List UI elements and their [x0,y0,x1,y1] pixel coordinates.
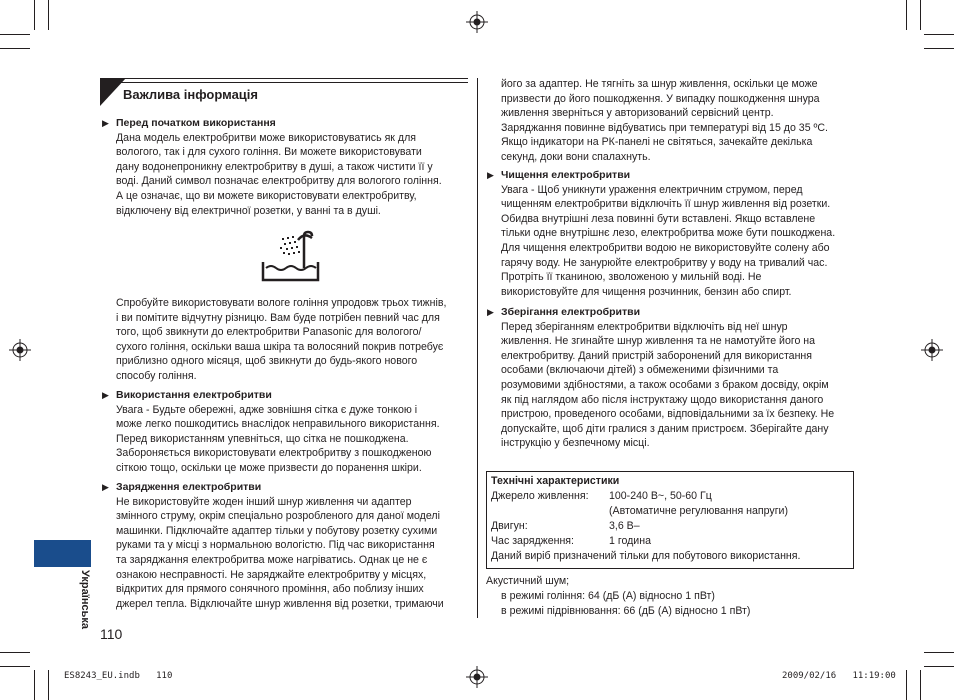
paragraph-line: живлення. Не згинайте шнур живлення та не намотуйте його на [501,335,816,348]
crop-mark [920,0,921,30]
paragraph-line: особами (включаючи дітей) з обмеженими фізичними та [501,364,779,377]
registration-mark-icon [466,666,488,688]
paragraph-line: тільки одне внутрішнє лезо, електробритва може бути пошкоджена. [501,227,836,240]
crop-mark [906,670,907,700]
paragraph-line: Увага - Щоб уникнути ураження електричним струмом, перед [501,183,803,196]
paragraph-line: пристрою, проведеного особами, відповідальними за їх безпеку. Не [501,408,835,421]
specifications-title: Технічні характеристики [491,475,620,487]
section-title: Чищення електробритви [501,169,631,181]
paragraph-line: сіткою тощо, оскільки це може призвести до поранення шкіри. [116,461,422,474]
paragraph-line: Якщо індикатори на РК-панелі не світяться, зачекайте декілька [501,136,813,149]
paragraph-line: його за адаптер. Не тягніть за шнур живлення, оскільки це може [501,78,818,90]
household-use-note: Даний виріб призначений тільки для побутового використання. [491,550,801,562]
power-label: Джерело живлення: [491,490,589,502]
paragraph-line: призвести до його пошкодження. У випадку пошкодження шнура [501,92,820,105]
crop-mark [906,0,907,30]
registration-mark-icon [9,339,31,361]
paragraph-line: воді. Даний символ позначає електробритву для вологого гоління. [116,175,442,188]
section-title: Використання електробритви [116,389,272,401]
crop-mark [920,670,921,700]
paragraph-line: Увага - Будьте обережні, адже зовнішня сітка є дуже тонкою і [116,403,418,416]
shower-bath-icon [258,230,322,284]
paragraph-line: Не використовуйте жоден інший шнур живлення чи адаптер [116,495,412,508]
paragraph-line: електробритву. Даний пристрій заборонений для використання [501,349,813,362]
paragraph-line: може легко пошкодитись внаслідок неправильного використання. [116,418,440,431]
paragraph-line: Забороняється використовувати електробритву з пошкодженою [116,447,432,460]
motor-label: Двигун: [491,520,528,532]
arrow-icon: ▶ [102,482,109,492]
paragraph-line: допускайте, щоб діти гралися з даним пристроєм. Зберігайте дану [501,422,829,435]
paragraph-line: Перед зберіганням електробритви відключіть від неї шнур [501,320,788,333]
paragraph-line: інструкцію у безпечному місці. [501,437,650,450]
registration-mark-icon [921,339,943,361]
paragraph-line: джерел тепла. Відключайте шнур живлення від розетки, тримаючи [116,597,444,610]
paragraph-line: Протріть її тканиною, зволоженою у мильній воді. Не [501,271,762,284]
crop-mark [924,666,954,667]
language-label: Українська [79,570,91,630]
paragraph-line: відключену від електричної розетки, у ванні та в душі. [116,204,381,217]
paragraph-line: руками та у місці з нормальною вологістю. Під час використання [116,539,435,552]
noise-title: Акустичний шум; [486,575,570,587]
paragraph-line: сухого гоління, оскільки ваша шкіра та волосяний покрив потребує [116,340,444,353]
paragraph-line: Для чищення електробритви водою не використовуйте солену або [501,241,830,254]
paragraph-line: машинки. Підключайте адаптер тільки у побутову розетку сухими [116,524,438,537]
arrow-icon: ▶ [487,170,494,180]
footer-date: 2009/02/16 11:19:00 [782,671,896,681]
page-title: Важлива інформація [123,87,258,102]
power-value: 100-240 В~, 50-60 Гц [609,490,712,502]
crop-mark [0,34,30,35]
paragraph-line: Дана модель електробритви може використовуватись як для [116,131,416,144]
paragraph-line: та заряджання електробритва може нагріватись. Однак це не є [116,553,428,566]
paragraph-line: живлення зверніться у авторизований сервісний центр. [501,107,774,120]
paragraph-line: відкритих для прямого сонячного проміння, або поблизу інших [116,583,424,596]
section-charging [102,480,444,611]
paragraph-line: розумовими здібностями, а також особами з браком досвіду, окрім [501,378,829,391]
section-before-use-continued [116,296,446,384]
paragraph-line: того, щоб звикнути до електробритви Panasonic для вологого/ [116,326,422,339]
paragraph-line: вологого, так і для сухого гоління. Ви можете використовувати [116,146,422,159]
crop-mark [0,666,30,667]
paragraph-line: ознакою несправності. Не заряджайте електробритву у місцях, [116,568,427,581]
crop-mark [924,34,954,35]
paragraph-line: змінного струму, окрім спеціально розробленого для даної моделі [116,510,440,523]
noise-trimming: в режимі підрівнювання: 66 (дБ (A) відносно 1 пВт) [501,605,751,617]
section-title: Зарядження електробритви [116,481,262,493]
noise-shaving: в режимі гоління: 64 (дБ (A) відносно 1 пВт) [501,590,715,602]
paragraph-line: Обидва внутрішні леза повинні бути вставлені. Якщо вставлене [501,212,816,225]
section-storage [487,305,835,451]
arrow-icon: ▶ [102,118,109,128]
paragraph-line: і ви помітите відчутну різницю. Вам буде потрібен певний час для [116,311,440,324]
paragraph-line: приблизно одного місяця, щоб звикнути до будь-якого нового [116,355,418,368]
language-tab [34,540,91,567]
charge-time-label: Час зарядження: [491,535,574,547]
paragraph-line: використовуйте для чищення розчинник, бензин або спирт. [501,285,792,298]
paragraph-line: гарячу воду. Не занурюйте електробритву у воду на тривалий час. [501,256,828,269]
section-using [102,388,440,476]
paragraph-line: Перед використанням упевніться, що сітка не пошкоджена. [116,432,409,445]
crop-mark [924,652,954,653]
arrow-icon: ▶ [487,307,494,317]
crop-mark [34,670,35,700]
paragraph-line: Спробуйте використовувати вологе гоління упродовж трьох тижнів, [116,297,447,309]
paragraph-line: Заряджання повинне відбуватись при температурі від 15 до 35 ºC. [501,121,828,134]
crop-mark [0,652,30,653]
section-title: Перед початком використання [116,117,276,129]
arrow-icon: ▶ [102,390,109,400]
registration-mark-icon [466,11,488,33]
crop-mark [34,0,35,30]
crop-mark [48,670,49,700]
column-divider [477,78,478,618]
section-title: Зберігання електробритви [501,306,641,318]
paragraph-line: А це означає, що ви можете використовувати електробритву, [116,189,417,202]
crop-mark [924,48,954,49]
section-charging-continued [501,77,828,165]
header-rule [100,78,468,79]
motor-value: 3,6 В– [609,520,640,532]
power-note: (Автоматичне регулювання напруги) [609,505,789,517]
paragraph-line: як під наглядом або після інструктажу щодо використання даного [501,393,824,406]
paragraph-line: чищенням електробритви відключіть її шнур живлення від розетки. [501,198,831,211]
paragraph-line: секунд, доки вони спалахнуть. [501,150,651,163]
charge-time-value: 1 година [609,535,651,547]
header-rule [100,82,468,83]
footer-file: ES8243_EU.indb 110 [64,671,173,681]
paragraph-line: дану водонепроникну електробритву в душі, а також чистити її у [116,160,433,173]
page-number: 110 [100,626,123,642]
section-before-use [102,116,442,218]
paragraph-line: способу гоління. [116,369,197,382]
section-cleaning [487,168,836,299]
crop-mark [48,0,49,30]
crop-mark [0,48,30,49]
